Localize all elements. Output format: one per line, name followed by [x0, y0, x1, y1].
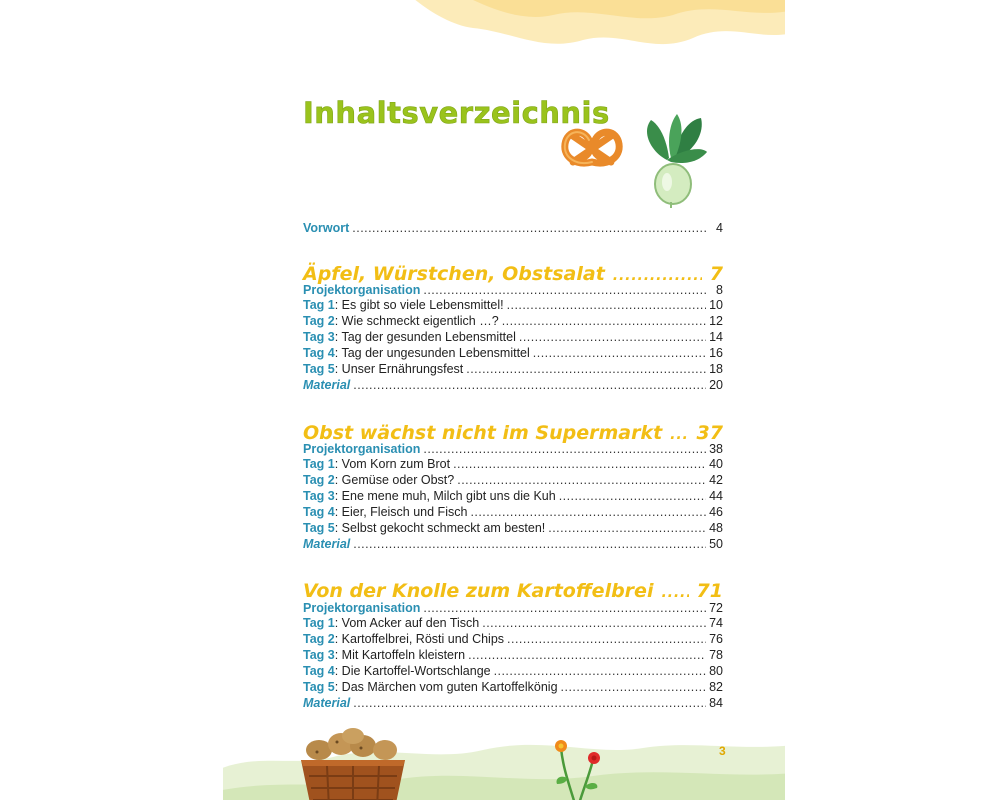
toc-page-number: 16 [709, 346, 723, 360]
toc-page-number: 8 [716, 283, 723, 297]
toc-entry-tag: Tag 3 [303, 648, 335, 662]
toc-page-number: 20 [709, 378, 723, 392]
toc-entry-tag: Tag 5 [303, 362, 335, 376]
dot-leader [561, 680, 706, 694]
dot-leader [502, 314, 706, 328]
toc-entry-tag: Tag 5 [303, 521, 335, 535]
toc-entry[interactable] [303, 648, 723, 664]
toc-entry[interactable] [303, 473, 723, 489]
dot-leader [353, 537, 706, 551]
dot-leader [457, 473, 706, 487]
toc-entry-label: Projektorganisation [303, 601, 421, 615]
toc-page-number: 50 [709, 537, 723, 551]
toc-page-number: 10 [709, 298, 723, 312]
toc-entry-tag: Tag 2 [303, 632, 335, 646]
toc-entry-tag: Tag 1 [303, 457, 335, 471]
toc-entry-label: : Die Kartoffel-Wortschlange [334, 664, 491, 678]
toc-page-number: 72 [709, 601, 723, 615]
toc-entry-label: Material [303, 537, 351, 551]
toc-entry-label: : Tag der gesunden Lebensmittel [334, 330, 516, 344]
dot-leader [670, 422, 688, 444]
toc-entry[interactable] [303, 283, 723, 299]
pretzel-icon [559, 122, 625, 170]
toc-entry-tag: Tag 1 [303, 298, 335, 312]
toc-entry-tag: Tag 2 [303, 314, 335, 328]
toc-entry-label: : Vom Korn zum Brot [334, 457, 451, 471]
dot-leader [423, 283, 706, 297]
toc-entry[interactable] [303, 537, 723, 553]
book-page [223, 0, 785, 800]
toc-entry-label: Projektorganisation [303, 442, 421, 456]
dot-leader [548, 521, 706, 535]
toc-entry[interactable] [303, 314, 723, 330]
toc-entry[interactable] [303, 632, 723, 648]
toc-entry[interactable] [303, 330, 723, 346]
toc-page-number: 46 [709, 505, 723, 519]
toc-entry-vorwort[interactable] [303, 221, 723, 237]
toc-entry[interactable] [303, 298, 723, 314]
toc-entry-label: : Mit Kartoffeln kleistern [334, 648, 466, 662]
chapter-page-number: 37 [696, 422, 723, 444]
toc-entry-tag: Tag 3 [303, 330, 335, 344]
toc-entry[interactable] [303, 346, 723, 362]
toc-entry-tag: Tag 4 [303, 664, 335, 678]
toc-entry-label: : Vom Acker auf den Tisch [334, 616, 480, 630]
dot-leader [352, 221, 706, 235]
toc-entry-label: : Selbst gekocht schmeckt am besten! [334, 521, 546, 535]
toc-entry-label: Projektorganisation [303, 283, 421, 297]
toc-entry[interactable] [303, 696, 723, 712]
toc-page-number: 12 [709, 314, 723, 328]
toc-entry-label: : Kartoffelbrei, Rösti und Chips [334, 632, 505, 646]
chapter-title: Von der Knolle zum Kartoffelbrei [303, 580, 654, 602]
toc-page-number: 38 [709, 442, 723, 456]
toc-page-number: 4 [716, 221, 723, 235]
dot-leader [353, 378, 706, 392]
toc-entry[interactable] [303, 378, 723, 394]
toc-entry-label: : Ene mene muh, Milch gibt uns die Kuh [334, 489, 556, 503]
toc-entry-label: : Gemüse oder Obst? [334, 473, 455, 487]
flowers-icon [545, 738, 611, 800]
dot-leader [519, 330, 706, 344]
dot-leader [494, 664, 706, 678]
toc-page-number: 42 [709, 473, 723, 487]
dot-leader [423, 442, 706, 456]
toc-page-number: 74 [709, 616, 723, 630]
dot-leader [423, 601, 706, 615]
chapter-title: Obst wächst nicht im Supermarkt [303, 422, 663, 444]
toc-entry-tag: Tag 5 [303, 680, 335, 694]
toc-entry[interactable] [303, 442, 723, 458]
toc-entry-label: : Es gibt so viele Lebensmittel! [334, 298, 504, 312]
toc-page-number: 14 [709, 330, 723, 344]
dot-leader [468, 648, 706, 662]
chapter-page-number: 7 [709, 263, 723, 285]
dot-leader [482, 616, 706, 630]
dot-leader [559, 489, 706, 503]
toc-page-number: 82 [709, 680, 723, 694]
toc-page-number: 48 [709, 521, 723, 535]
toc-entry[interactable] [303, 521, 723, 537]
toc-page-number: 44 [709, 489, 723, 503]
toc-entry-label: : Unser Ernährungsfest [334, 362, 464, 376]
toc-entry[interactable] [303, 616, 723, 632]
dot-leader [453, 457, 706, 471]
toc-entry-label: : Eier, Fleisch und Fisch [334, 505, 468, 519]
chapter-page-number: 71 [696, 580, 723, 602]
toc-entry-tag: Tag 4 [303, 346, 335, 360]
toc-entry[interactable] [303, 489, 723, 505]
potato-basket-icon [297, 728, 409, 800]
toc-entry[interactable] [303, 680, 723, 696]
dot-leader [507, 632, 706, 646]
toc-page-number: 76 [709, 632, 723, 646]
toc-entry[interactable] [303, 362, 723, 378]
toc-entry-tag: Tag 3 [303, 489, 335, 503]
toc-entry[interactable] [303, 601, 723, 617]
toc-page-number: 80 [709, 664, 723, 678]
toc-page-number: 84 [709, 696, 723, 710]
toc-page-number: 78 [709, 648, 723, 662]
toc-entry-label: Material [303, 378, 351, 392]
toc-entry-tag: Tag 1 [303, 616, 335, 630]
kohlrabi-icon [637, 112, 709, 210]
toc-entry-tag: Tag 2 [303, 473, 335, 487]
toc-entry-label: : Das Märchen vom guten Kartoffelkönig [334, 680, 558, 694]
toc-entry-tag: Tag 4 [303, 505, 335, 519]
toc-entry[interactable] [303, 505, 723, 521]
dot-leader [613, 263, 702, 285]
chapter-title: Äpfel, Würstchen, Obstsalat [303, 263, 605, 285]
watercolor-wash-top [373, 0, 785, 70]
toc-entry-label: Vorwort [303, 221, 350, 235]
dot-leader [353, 696, 706, 710]
dot-leader [466, 362, 706, 376]
dot-leader [533, 346, 706, 360]
toc-entry[interactable] [303, 457, 723, 473]
page-title: Inhaltsverzeichnis [303, 96, 610, 130]
dot-leader [470, 505, 706, 519]
toc-page-number: 40 [709, 457, 723, 471]
page-number: 3 [719, 744, 726, 758]
toc-entry[interactable] [303, 664, 723, 680]
toc-entry-label: : Wie schmeckt eigentlich …? [334, 314, 499, 328]
dot-leader [661, 580, 688, 602]
toc-page-number: 18 [709, 362, 723, 376]
dot-leader [507, 298, 706, 312]
toc-entry-label: Material [303, 696, 351, 710]
toc-entry-label: : Tag der ungesunden Lebensmittel [334, 346, 530, 360]
